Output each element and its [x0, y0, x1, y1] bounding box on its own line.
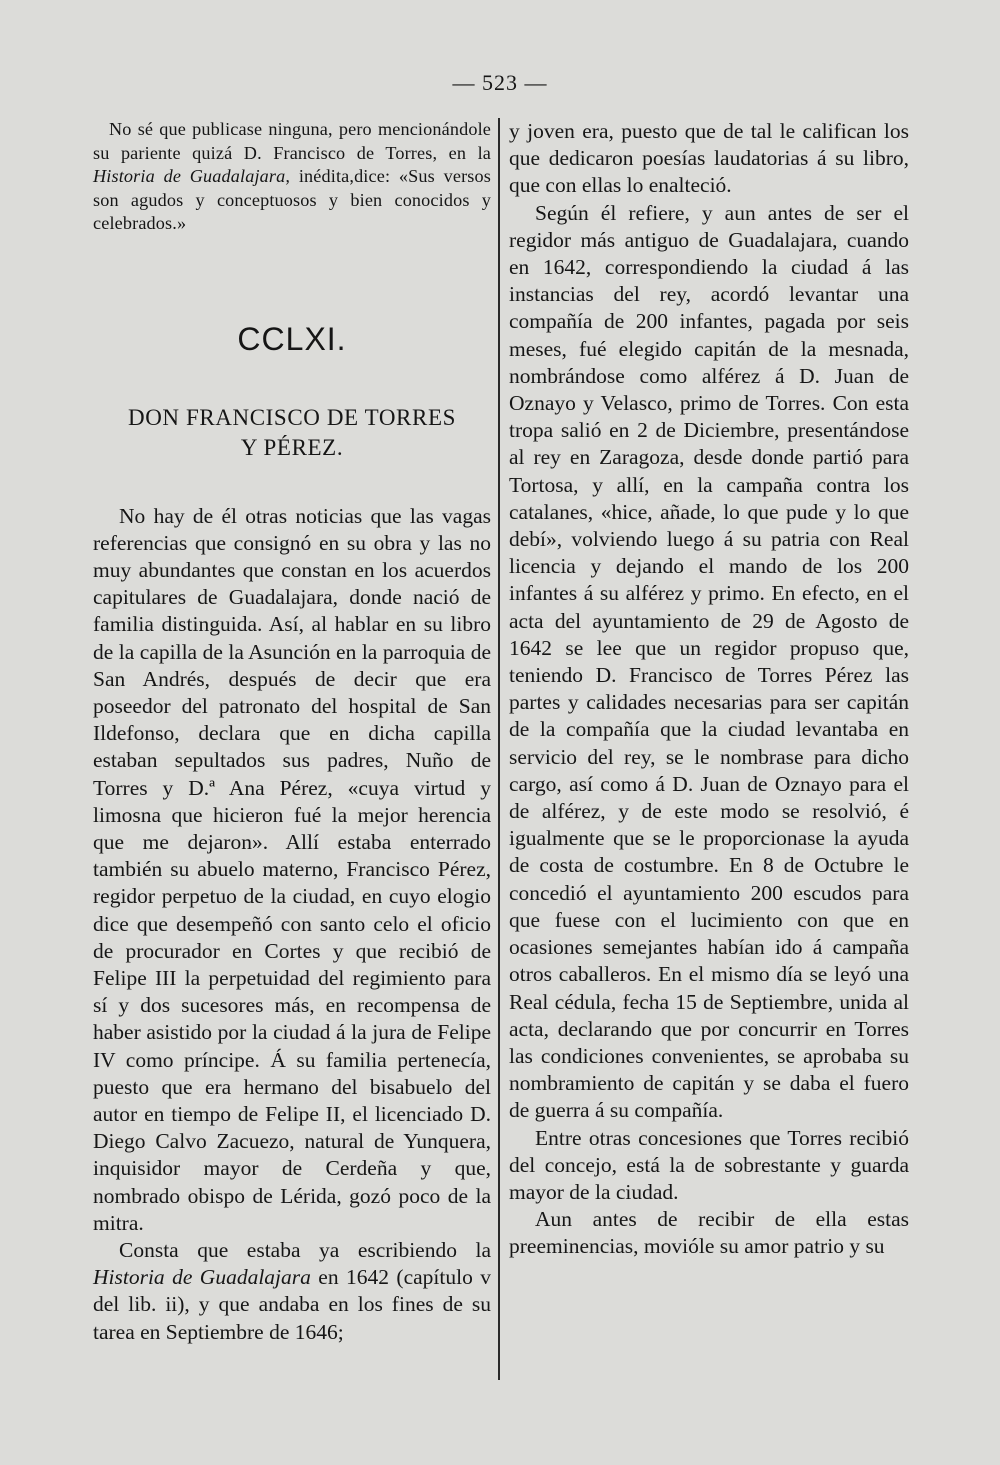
- right-paragraph-4: Aun antes de recibir de ella estas preeminencias, movióle su amor patrio y su: [509, 1207, 909, 1259]
- chapter-title: [93, 403, 491, 463]
- left-paragraph-1: No hay de él otras noticias que las vagas referencias que consignó en su obra y las no muy abundantes que constan en los acuerdos capitulares de Guadalajara, donde nació de familia distinguida. Así, al hablar en su libro de la capilla de la Asunción en la parroquia de San Andrés, después de decir que era poseedor del patronato del hospital de San Ildefonso, declara que en dicha capilla estaban sepultados sus padres, Nuño de Torres y D.ª Ana Pérez, «cuya virtud y limosna que hicieron fué la mejor herencia que me dejaron». Allí estaba enterrado también su abuelo materno, Francisco Pérez, regidor perpetuo de la ciudad, en cuyo elogio dice que desempeñó con santo celo el oficio de procurador en Cortes y que recibió de Felipe III la perpetuidad del regimiento para sí y dos sucesores más, en recompensa de haber asistido por la ciudad á la jura de Felipe IV como príncipe. Á su familia pertenecía, puesto que era hermano del bisabuelo del autor en tiempo de Felipe II, el licenciado D. Diego Calvo Zacuezo, natural de Yunquera, inquisidor mayor de Cerdeña y que, nombrado obispo de Lérida, gozó poco de la mitra.: [93, 503, 491, 1235]
- chapter-title-line-1: DON FRANCISCO DE TORRES: [128, 404, 456, 430]
- right-paragraph-3: Entre otras concesiones que Torres recibió del concejo, está la de sobrestante y guarda mayor de la ciudad.: [509, 1125, 909, 1204]
- column-divider: [498, 118, 500, 1380]
- right-paragraph-2: Según él refiere, y aun antes de ser el regidor más antiguo de Guadalajara, cuando en 1642, correspondiendo la ciudad á las instancias del rey, acordó levantar una compañía de 200 infantes, pagada por seis meses, fué elegido capitán de la mesnada, nombrándose como alférez á D. Juan de Oznayo y Velasco, primo de Torres. Con esta tropa salió en 2 de Diciembre, presentándose al rey en Zaragoza, desde donde partió para Tortosa, y allí, en la campaña contra los catalanes, «hice, añade, lo que pude y lo que debí», volviendo luego á su patria con Real licencia y dejando el mando de los 200 infantes á su alférez y primo. En efecto, en el acta del ayuntamiento de 29 de Agosto de 1642 se lee que un regidor propuso que, teniendo D. Francisco de Torres Pérez las partes y calidades necesarias para ser capitán de la compañía que la ciudad levantaba en servicio del rey, se le nombrase para dicho cargo, así como á D. Juan de Oznayo para el de alférez, y de este modo se resolvió, é igualmente que se le proporcionase la ayuda de costa de costumbre. En 8 de Octubre le concedió el ayuntamiento 200 escudos para que fuese con el lucimiento con que en ocasiones semejantes habían ido á campaña otros caballeros. En el mismo día se leyó una Real cédula, fecha 15 de Septiembre, unida al acta, declarando que por concurrir en Torres las condiciones convenientes, se aprobaba su nombramiento de capitán y se daba el fuero de guerra á su compañía.: [509, 200, 909, 1123]
- left-body: [93, 503, 491, 1346]
- intro-text-start: No sé que publicase ninguna, pero mencionándole su pariente quizá D. Francisco de Torres, en la: [93, 119, 491, 163]
- page-number: — 523 —: [452, 70, 548, 95]
- chapter-number: CCLXI.: [237, 320, 347, 357]
- left-column: [93, 118, 491, 1346]
- left-paragraph-2: [93, 1237, 491, 1346]
- intro-book-title: Historia de Guadalajara,: [93, 166, 291, 186]
- chapter-title-line-2: Y PÉREZ.: [240, 434, 344, 460]
- intro-text-end: inédita,dice: «Sus versos son agudos y conceptuosos y bien conocidos y celebrados.»: [93, 166, 491, 233]
- right-paragraph-1: y joven era, puesto que de tal le califican los que dedicaron poesías laudatorias á su libro, que con ellas lo enalteció.: [509, 119, 909, 198]
- left-paragraph-2-end: en 1642 (capítulo v del lib. ii), y que andaba en los fines de su tarea en Septiembre de 1646;: [93, 1265, 491, 1344]
- intro-paragraph: [93, 118, 491, 236]
- left-paragraph-2-start: Consta que estaba ya escribiendo la: [119, 1237, 491, 1262]
- right-column: [509, 118, 909, 1261]
- left-paragraph-2-book-title: Historia de Guadalajara: [93, 1265, 311, 1290]
